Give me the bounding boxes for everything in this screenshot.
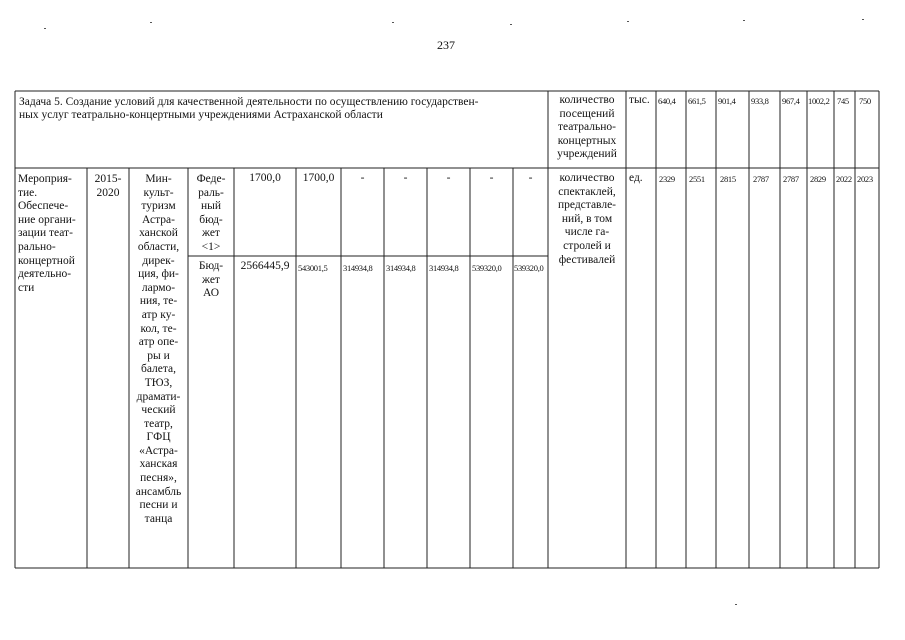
scan-speck — [44, 28, 46, 29]
measure-name: Мероприя- тие. Обеспече- ние органи- зации теат- рально- концертной деятельно- сти — [18, 173, 76, 294]
task-indicator-value: 1002,2 — [808, 96, 830, 106]
funding-regional-year: 314934,8 — [343, 263, 373, 273]
measure-indicator-value: 2829 — [810, 174, 826, 184]
measure-indicator-value: 2551 — [689, 174, 705, 184]
scan-speck — [735, 604, 737, 605]
funding-regional-year: 543001,5 — [298, 263, 328, 273]
task-title-line-2: ных услуг театрально-концертными учреждениями Астраханской области — [19, 109, 383, 121]
scan-speck — [392, 22, 394, 23]
funding-federal-year: - — [403, 172, 408, 184]
scan-speck — [150, 22, 152, 23]
measure-indicator-value: 2787 — [753, 174, 769, 184]
measure-period: 2015- 2020 — [94, 173, 122, 199]
scan-speck — [510, 24, 512, 25]
measure-executor: Мин- культ- туризм Астра- ханской области, дирек- ция, фи- лармо- ния, те- атр ку- кол, те- атр опе- ры и балета, ТЮЗ, драмати- ческий театр, ГФЦ «Астра- ханская песня», ансамбль песни и танца — [135, 173, 182, 525]
funding-source-federal: Феде- раль- ный бюд- жет <1> — [196, 173, 226, 253]
scan-speck — [862, 19, 864, 20]
task-title-line-1: Задача 5. Создание условий для качественной деятельности по осуществлению государствен- — [19, 96, 479, 108]
funding-federal-year: 1700,0 — [302, 172, 335, 184]
funding-regional-year: 539320,0 — [472, 263, 502, 273]
scan-speck — [627, 21, 629, 22]
task-indicator-value: 750 — [859, 96, 871, 106]
measure-indicator-value: 2329 — [659, 174, 675, 184]
measure-indicator-unit: ед. — [629, 172, 643, 184]
measure-indicator-value: 2787 — [783, 174, 799, 184]
measure-indicator-value: 2815 — [720, 174, 736, 184]
funding-federal-year: - — [489, 172, 494, 184]
measure-indicator-value: 2022 — [836, 174, 852, 184]
scan-speck — [743, 20, 745, 21]
funding-regional-year: 539320,0 — [514, 263, 544, 273]
task-indicator-value: 640,4 — [658, 96, 676, 106]
funding-regional-year: 314934,8 — [386, 263, 416, 273]
task-indicator-value: 933,8 — [751, 96, 769, 106]
task-indicator-unit: тыс. — [629, 94, 650, 106]
page-number: 237 — [437, 38, 455, 52]
measure-indicator-name: количество спектаклей, представле- ний, в том числе га- стролей и фестивалей — [557, 172, 617, 266]
task-indicator-value: 901,4 — [718, 96, 736, 106]
funding-federal-total: 1700,0 — [249, 172, 281, 184]
task-indicator-value: 745 — [837, 96, 849, 106]
task-indicator-value: 661,5 — [688, 96, 706, 106]
funding-federal-year: - — [446, 172, 451, 184]
funding-federal-year: - — [528, 172, 533, 184]
funding-federal-year: - — [360, 172, 365, 184]
funding-regional-year: 314934,8 — [429, 263, 459, 273]
funding-source-regional: Бюд- жет АО — [198, 260, 224, 300]
task-indicator-name: количество посещений театрально- концертных учреждений — [557, 94, 617, 161]
task-indicator-value: 967,4 — [782, 96, 800, 106]
measure-indicator-value: 2023 — [857, 174, 873, 184]
funding-regional-total: 2566445,9 — [240, 260, 290, 272]
